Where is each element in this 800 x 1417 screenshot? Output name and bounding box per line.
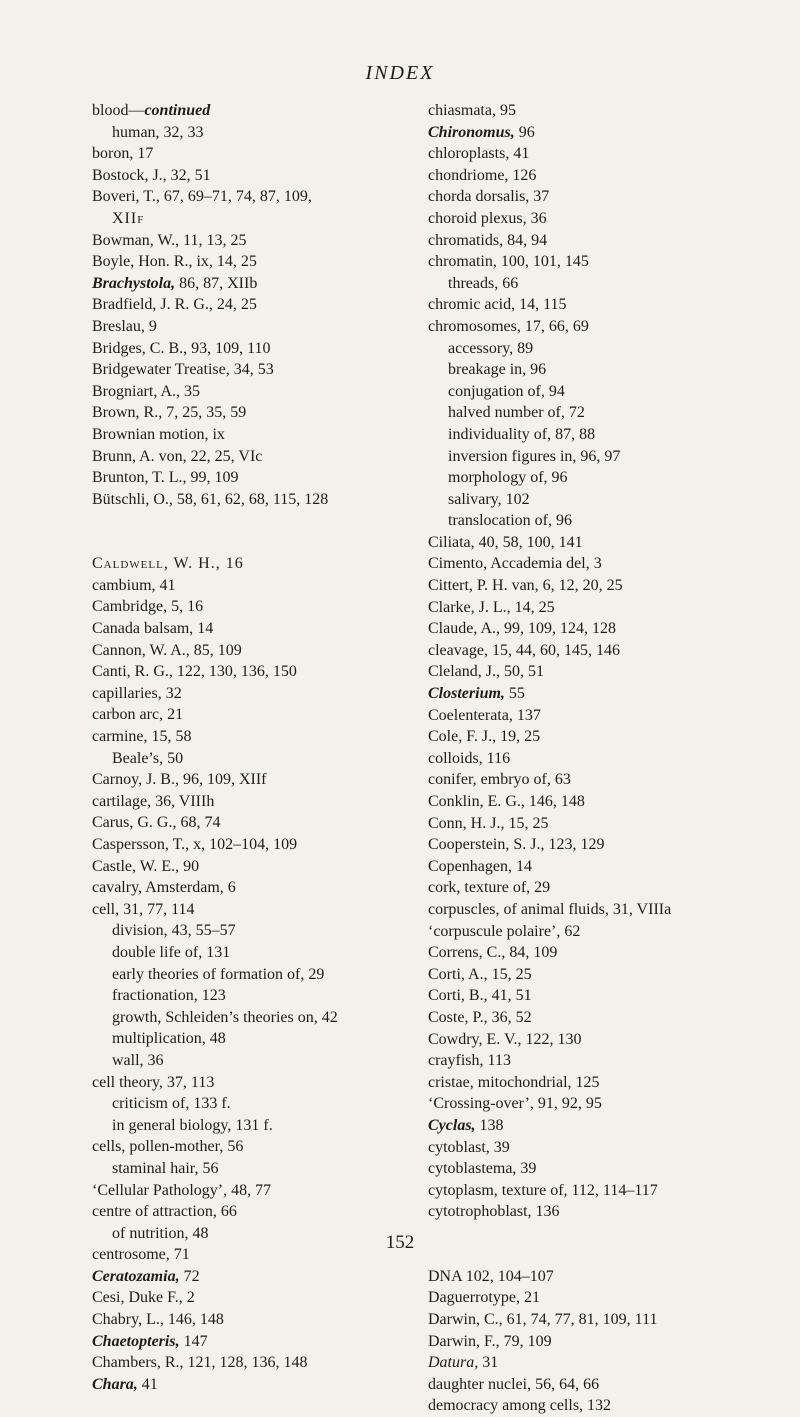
index-text: centrosome, 71	[92, 1246, 190, 1264]
index-text: Bridges, C. B., 93, 109, 110	[92, 339, 271, 357]
index-entry	[92, 726, 432, 748]
index-text: Canti, R. G., 122, 130, 136, 150	[92, 663, 297, 681]
index-entry	[428, 1352, 778, 1374]
index-text: cork, texture of, 29	[428, 879, 551, 897]
index-entry	[92, 251, 432, 273]
index-text: Conklin, E. G., 146, 148	[428, 793, 585, 810]
index-entry	[428, 294, 778, 316]
index-text: 31	[478, 1354, 499, 1372]
index-entry	[428, 769, 778, 791]
index-text: salivary, 102	[448, 490, 530, 508]
index-subentry	[428, 467, 778, 489]
index-entry	[92, 704, 432, 726]
index-entry	[428, 1029, 778, 1051]
index-entry	[92, 575, 432, 597]
index-entry	[92, 100, 432, 122]
index-entry	[92, 165, 432, 187]
index-text: 86, 87, XIIb	[175, 274, 258, 292]
index-text: chromosomes, 17, 66, 69	[428, 317, 589, 335]
index-text: conjugation of, 94	[448, 382, 565, 400]
index-entry	[428, 640, 778, 662]
index-text: Caldwell, W. H., 16	[92, 555, 244, 573]
index-entry	[428, 1331, 778, 1353]
index-column-right	[428, 100, 778, 1417]
index-entry	[428, 813, 778, 835]
index-text: Brown, R., 7, 25, 35, 59	[92, 404, 247, 422]
index-text: Cole, F. J., 19, 25	[428, 728, 541, 746]
index-text: morphology of, 96	[448, 469, 568, 487]
index-text: Chabry, L., 146, 148	[92, 1311, 224, 1329]
index-subentry	[92, 920, 432, 942]
index-entry	[428, 553, 778, 575]
index-text: Cimento, Accademia del, 3	[428, 555, 602, 573]
index-entry	[92, 683, 432, 705]
index-subentry	[92, 1028, 432, 1050]
index-text: Castle, W. E., 90	[92, 857, 200, 875]
index-text: carmine, 15, 58	[92, 728, 192, 746]
index-entry	[428, 1115, 778, 1137]
index-entry	[92, 791, 432, 813]
index-text: Brogniart, A., 35	[92, 382, 200, 400]
index-text: Cambridge, 5, 16	[92, 598, 204, 616]
index-entry	[428, 251, 778, 273]
index-text: double life of, 131	[112, 943, 231, 961]
index-text: Closterium,	[428, 685, 505, 703]
index-entry	[92, 769, 432, 791]
index-entry	[92, 143, 432, 165]
index-text: Corti, B., 41, 51	[428, 987, 532, 1005]
index-entry	[92, 338, 432, 360]
index-text: growth, Schleiden’s theories on, 42	[112, 1008, 338, 1026]
index-entry	[428, 791, 778, 813]
index-text: translocation of, 96	[448, 512, 572, 530]
index-text: Cowdry, E. V., 122, 130	[428, 1030, 582, 1048]
index-text: threads, 66	[448, 274, 519, 292]
index-entry	[92, 834, 432, 856]
index-text: ‘corpuscule polaire’, 62	[428, 922, 581, 940]
index-text: Bowman, W., 11, 13, 25	[92, 231, 247, 249]
index-subentry	[428, 359, 778, 381]
index-text: 147	[179, 1332, 208, 1350]
index-continuation	[92, 208, 432, 230]
section-gap	[92, 510, 432, 553]
index-text: Caspersson, T., x, 102–104, 109	[92, 836, 298, 853]
index-subentry	[428, 424, 778, 446]
index-entry	[92, 1180, 432, 1202]
index-entry	[92, 1287, 432, 1309]
index-entry	[428, 165, 778, 187]
index-entry	[428, 1309, 778, 1331]
index-text: division, 43, 55–57	[112, 922, 236, 940]
index-column-left	[92, 100, 432, 1395]
index-text: Boveri, T., 67, 69–71, 74, 87, 109,	[92, 188, 312, 206]
index-text: capillaries, 32	[92, 684, 182, 702]
index-text: Bridgewater Treatise, 34, 53	[92, 361, 274, 379]
index-entry	[428, 1395, 778, 1417]
index-text: in general biology, 131 f.	[112, 1116, 273, 1134]
index-text: Ceratozamia,	[92, 1267, 180, 1285]
index-entry	[92, 1136, 432, 1158]
index-text: criticism of, 133 f.	[112, 1095, 231, 1113]
index-entry	[92, 640, 432, 662]
index-text: Chaetopteris,	[92, 1332, 180, 1350]
index-text: Chara,	[92, 1375, 138, 1393]
index-text: 41	[137, 1375, 158, 1393]
index-text: chromatids, 84, 94	[428, 231, 548, 249]
index-text: accessory, 89	[448, 339, 534, 357]
index-text: blood—	[92, 102, 145, 119]
index-entry	[428, 1158, 778, 1180]
index-entry	[428, 186, 778, 208]
index-subentry	[428, 381, 778, 403]
index-entry	[428, 705, 778, 727]
index-entry	[92, 1374, 432, 1396]
index-text: cambium, 41	[92, 576, 176, 594]
index-entry	[92, 661, 432, 683]
index-entry	[92, 294, 432, 316]
index-entry	[428, 100, 778, 122]
index-text: continued	[144, 102, 211, 119]
index-text: choroid plexus, 36	[428, 209, 547, 227]
index-text: Bradfield, J. R. G., 24, 25	[92, 296, 257, 314]
index-entry	[428, 597, 778, 619]
index-text: Coelenterata, 137	[428, 706, 541, 724]
index-entry	[428, 899, 778, 921]
index-text: Cittert, P. H. van, 6, 12, 20, 25	[428, 577, 623, 595]
index-entry	[92, 1331, 432, 1353]
index-text: Coste, P., 36, 52	[428, 1008, 532, 1026]
index-text: Cooperstein, S. J., 123, 129	[428, 836, 605, 854]
index-entry	[92, 273, 432, 295]
index-entry	[92, 812, 432, 834]
index-text: XIIf	[112, 209, 145, 227]
index-entry	[428, 143, 778, 165]
index-text: Bostock, J., 32, 51	[92, 166, 211, 184]
index-text: cell, 31, 77, 114	[92, 900, 195, 918]
index-entry	[92, 899, 432, 921]
index-text: cleavage, 15, 44, 60, 145, 146	[428, 641, 620, 659]
index-text: Brachystola,	[92, 274, 176, 292]
index-text: chiasmata, 95	[428, 102, 516, 119]
index-text: 55	[504, 685, 525, 703]
index-text: Darwin, F., 79, 109	[428, 1332, 552, 1350]
index-text: Carnoy, J. B., 96, 109, XIIf	[92, 771, 267, 789]
index-entry	[428, 1007, 778, 1029]
index-text: wall, 36	[112, 1051, 164, 1069]
index-subentry	[92, 748, 432, 770]
index-entry	[92, 1072, 432, 1094]
index-entry	[428, 1374, 778, 1396]
index-text: Chambers, R., 121, 128, 136, 148	[92, 1354, 308, 1372]
index-text: cavalry, Amsterdam, 6	[92, 879, 236, 897]
index-text: carbon arc, 21	[92, 706, 184, 724]
index-text: Boyle, Hon. R., ix, 14, 25	[92, 253, 257, 271]
index-entry	[428, 1180, 778, 1202]
index-text: chondriome, 126	[428, 166, 537, 184]
index-entry	[92, 1352, 432, 1374]
index-text: Cleland, J., 50, 51	[428, 663, 544, 681]
index-text: cartilage, 36, VIIIh	[92, 792, 215, 810]
index-text: crayfish, 113	[428, 1052, 511, 1070]
index-text: corpuscles, of animal fluids, 31, VIIIa	[428, 900, 672, 918]
index-entry	[92, 1266, 432, 1288]
index-entry	[92, 596, 432, 618]
index-entry	[428, 230, 778, 252]
index-entry	[428, 575, 778, 597]
index-entry	[428, 748, 778, 770]
index-text: Datura,	[428, 1354, 479, 1372]
index-text: cytoplasm, texture of, 112, 114–117	[428, 1181, 658, 1199]
index-text: Darwin, C., 61, 74, 77, 81, 109, 111	[428, 1311, 658, 1329]
index-entry	[92, 1201, 432, 1223]
index-entry	[92, 467, 432, 489]
index-text: DNA 102, 104–107	[428, 1267, 554, 1285]
index-entry	[428, 985, 778, 1007]
index-text: boron, 17	[92, 145, 154, 163]
index-text: breakage in, 96	[448, 361, 547, 379]
index-subentry	[92, 1007, 432, 1029]
index-entry	[428, 316, 778, 338]
index-entry	[428, 1287, 778, 1309]
index-text: chromatin, 100, 101, 145	[428, 253, 589, 271]
index-text: ‘Cellular Pathology’, 48, 77	[92, 1181, 272, 1199]
index-text: Brunton, T. L., 99, 109	[92, 469, 239, 487]
index-entry	[92, 856, 432, 878]
index-text: cytoblast, 39	[428, 1138, 510, 1156]
index-subentry	[428, 338, 778, 360]
index-text: Carus, G. G., 68, 74	[92, 814, 221, 832]
index-subentry	[92, 122, 432, 144]
index-text: Conn, H. J., 15, 25	[428, 814, 549, 832]
index-text: human, 32, 33	[112, 123, 204, 141]
index-entry	[428, 532, 778, 554]
index-text: staminal hair, 56	[112, 1159, 219, 1177]
index-text: halved number of, 72	[448, 404, 585, 422]
index-entry	[428, 1050, 778, 1072]
index-entry	[92, 1309, 432, 1331]
index-text: Cesi, Duke F., 2	[92, 1289, 195, 1307]
index-subentry	[92, 1115, 432, 1137]
index-text: Brunn, A. von, 22, 25, VIc	[92, 447, 263, 465]
index-entry	[428, 618, 778, 640]
index-text: Breslau, 9	[92, 317, 157, 335]
index-subentry	[428, 402, 778, 424]
index-subentry	[428, 510, 778, 532]
index-text: centre of attraction, 66	[92, 1203, 237, 1221]
index-entry	[428, 1072, 778, 1094]
index-text: inversion figures in, 96, 97	[448, 447, 621, 465]
index-subentry	[92, 1158, 432, 1180]
index-entry	[92, 402, 432, 424]
index-subentry	[92, 942, 432, 964]
index-text: cristae, mitochondrial, 125	[428, 1073, 600, 1091]
index-text: daughter nuclei, 56, 64, 66	[428, 1375, 600, 1393]
index-text: chromic acid, 14, 115	[428, 296, 567, 314]
index-text: cytotrophoblast, 136	[428, 1203, 560, 1221]
index-subentry	[92, 1050, 432, 1072]
index-text: individuality of, 87, 88	[448, 425, 596, 443]
index-text: ‘Crossing-over’, 91, 92, 95	[428, 1095, 602, 1113]
index-text: early theories of formation of, 29	[112, 965, 325, 983]
index-entry	[428, 661, 778, 683]
index-text: cell theory, 37, 113	[92, 1073, 215, 1091]
index-entry	[92, 877, 432, 899]
index-text: Daguerrotype, 21	[428, 1289, 540, 1307]
index-text: of nutrition, 48	[112, 1224, 209, 1242]
index-text: 96	[514, 123, 535, 141]
index-text: Bütschli, O., 58, 61, 62, 68, 115, 128	[92, 490, 329, 508]
index-text: chloroplasts, 41	[428, 145, 530, 163]
index-entry	[92, 381, 432, 403]
index-entry	[428, 834, 778, 856]
index-entry	[92, 230, 432, 252]
index-text: democracy among cells, 132	[428, 1397, 612, 1415]
index-entry	[92, 424, 432, 446]
index-text: Canada balsam, 14	[92, 620, 214, 638]
index-entry	[428, 964, 778, 986]
page-header: INDEX	[365, 62, 435, 84]
index-text: Beale’s, 50	[112, 749, 184, 767]
index-entry	[428, 1201, 778, 1223]
index-subentry	[92, 964, 432, 986]
index-entry	[92, 316, 432, 338]
index-text: Corti, A., 15, 25	[428, 965, 532, 983]
index-text: Clarke, J. L., 14, 25	[428, 598, 555, 616]
index-entry	[92, 186, 432, 208]
index-entry	[428, 921, 778, 943]
index-entry	[92, 553, 432, 575]
index-text: Correns, C., 84, 109	[428, 944, 558, 962]
page-number: 152	[385, 1232, 415, 1253]
index-text: cells, pollen-mother, 56	[92, 1138, 244, 1156]
index-entry	[428, 856, 778, 878]
index-text: 72	[179, 1267, 200, 1285]
index-entry	[428, 877, 778, 899]
index-entry	[92, 489, 432, 511]
index-text: chorda dorsalis, 37	[428, 188, 550, 206]
index-text: fractionation, 123	[112, 987, 226, 1005]
index-text: Ciliata, 40, 58, 100, 141	[428, 533, 583, 551]
index-entry	[428, 726, 778, 748]
index-entry	[428, 1137, 778, 1159]
index-text: Chironomus,	[428, 123, 515, 141]
index-entry	[428, 1266, 778, 1288]
index-entry	[428, 1093, 778, 1115]
index-entry	[428, 942, 778, 964]
index-subentry	[428, 273, 778, 295]
index-subentry	[92, 985, 432, 1007]
index-text: multiplication, 48	[112, 1030, 226, 1048]
index-text: conifer, embryo of, 63	[428, 771, 571, 789]
index-text: colloids, 116	[428, 749, 511, 767]
index-entry	[428, 683, 778, 705]
index-entry	[92, 618, 432, 640]
index-subentry	[92, 1093, 432, 1115]
index-text: Claude, A., 99, 109, 124, 128	[428, 620, 616, 638]
index-text: 138	[475, 1116, 504, 1134]
index-text: Copenhagen, 14	[428, 857, 532, 875]
index-entry	[92, 359, 432, 381]
index-text: Cyclas,	[428, 1116, 476, 1134]
index-subentry	[428, 489, 778, 511]
index-entry	[92, 446, 432, 468]
index-text: Brownian motion, ix	[92, 425, 225, 443]
index-text: Cannon, W. A., 85, 109	[92, 641, 242, 659]
index-entry	[428, 208, 778, 230]
index-subentry	[428, 446, 778, 468]
index-entry	[428, 122, 778, 144]
index-text: cytoblastema, 39	[428, 1160, 537, 1178]
